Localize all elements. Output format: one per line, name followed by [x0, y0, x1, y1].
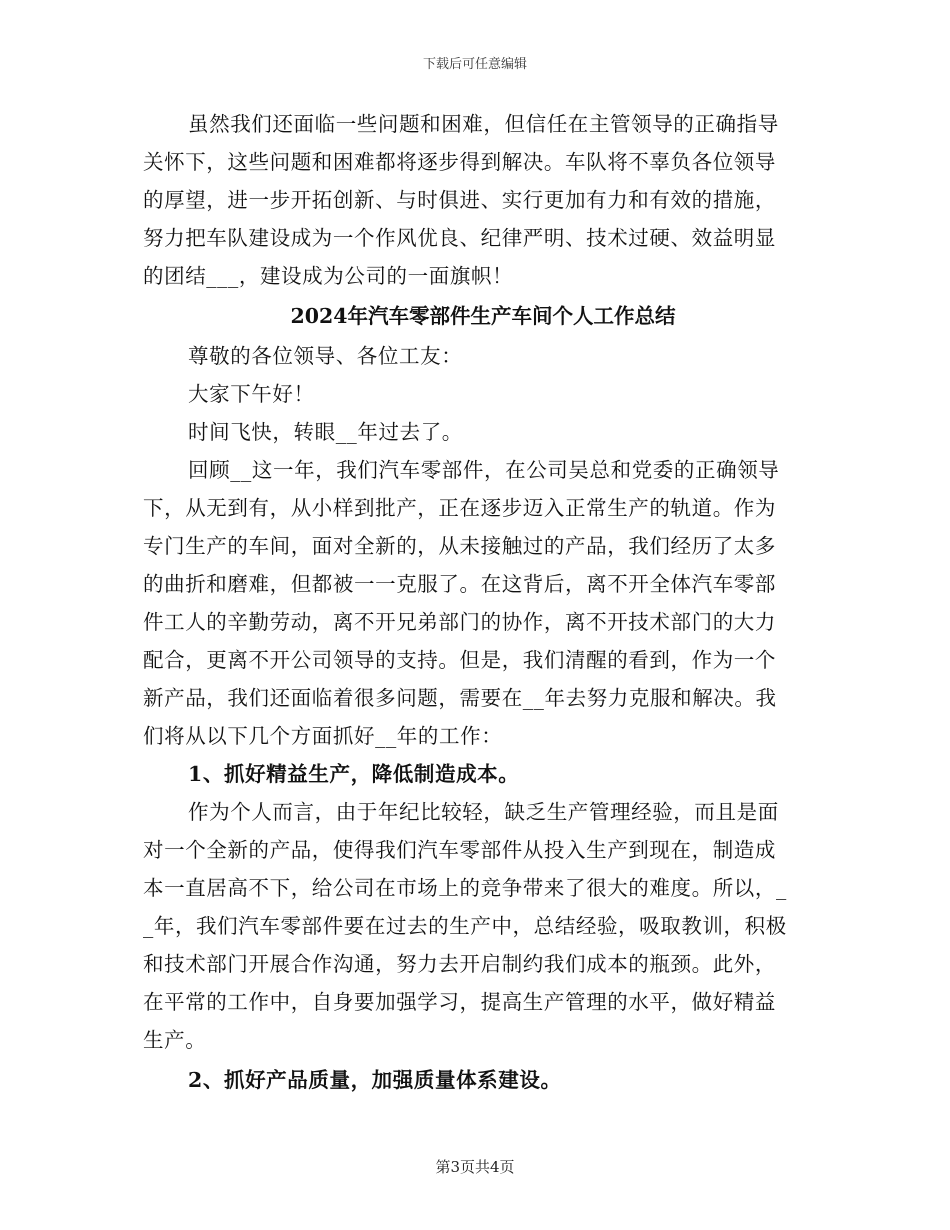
paragraph-line: 时间飞快，转眼__年过去了。 — [188, 420, 463, 444]
paragraph-line: 专门生产的车间，面对全新的，从未接触过的产品，我们经历了太多 — [143, 534, 776, 558]
document-title: 2024年汽车零部件生产车间个人工作总结 — [290, 304, 676, 328]
paragraph-line: _年，我们汽车零部件要在过去的生产中，总结经验，吸取教训，积极 — [143, 914, 787, 938]
section-heading: 2、抓好产品质量，加强质量体系建设。 — [188, 1068, 562, 1092]
paragraph-line: 对一个全新的产品，使得我们汽车零部件从投入生产到现在，制造成 — [143, 838, 776, 862]
paragraph-line: 的厚望，进一步开拓创新、与时俱进、实行更加有力和有效的措施， — [143, 188, 776, 212]
page-number: 第3页共4页 — [435, 1158, 515, 1176]
paragraph-line: 下，从无到有，从小样到批产，正在逐步迈入正常生产的轨道。作为 — [143, 496, 776, 520]
page-header: 下载后可任意编辑 — [422, 57, 527, 72]
paragraph-line: 在平常的工作中，自身要加强学习，提高生产管理的水平，做好精益 — [143, 990, 776, 1014]
paragraph-line: 生产。 — [143, 1028, 207, 1052]
paragraph-line: 关怀下，这些问题和困难都将逐步得到解决。车队将不辜负各位领导 — [143, 150, 776, 174]
paragraph-line: 本一直居高不下，给公司在市场上的竞争带来了很大的难度。所以，_ — [143, 876, 787, 900]
paragraph-line: 的曲折和磨难，但都被一一克服了。在这背后，离不开全体汽车零部 — [143, 572, 776, 596]
paragraph-line: 努力把车队建设成为一个作风优良、纪律严明、技术过硬、效益明显 — [143, 226, 776, 250]
paragraph-line: 新产品，我们还面临着很多问题，需要在__年去努力克服和解决。我 — [143, 686, 777, 710]
paragraph-line: 的团结___，建设成为公司的一面旗帜！ — [143, 264, 514, 288]
paragraph-line: 配合，更离不开公司领导的支持。但是，我们清醒的看到，作为一个 — [143, 648, 776, 672]
paragraph-line: 虽然我们还面临一些问题和困难，但信任在主管领导的正确指导 — [188, 112, 779, 136]
document-body — [143, 105, 803, 1099]
paragraph-line: 作为个人而言，由于年纪比较轻，缺乏生产管理经验，而且是面 — [188, 800, 779, 824]
salutation: 尊敬的各位领导、各位工友： — [188, 344, 463, 368]
paragraph-line: 们将从以下几个方面抓好__年的工作： — [143, 724, 503, 748]
paragraph-line: 件工人的辛勤劳动，离不开兄弟部门的协作，离不开技术部门的大力 — [143, 610, 776, 634]
section-heading: 1、抓好精益生产，降低制造成本。 — [188, 762, 520, 786]
paragraph-line: 回顾__这一年，我们汽车零部件，在公司吴总和党委的正确领导 — [188, 458, 780, 482]
greeting: 大家下午好！ — [188, 382, 315, 406]
paragraph-line: 和技术部门开展合作沟通，努力去开启制约我们成本的瓶颈。此外， — [143, 952, 776, 976]
